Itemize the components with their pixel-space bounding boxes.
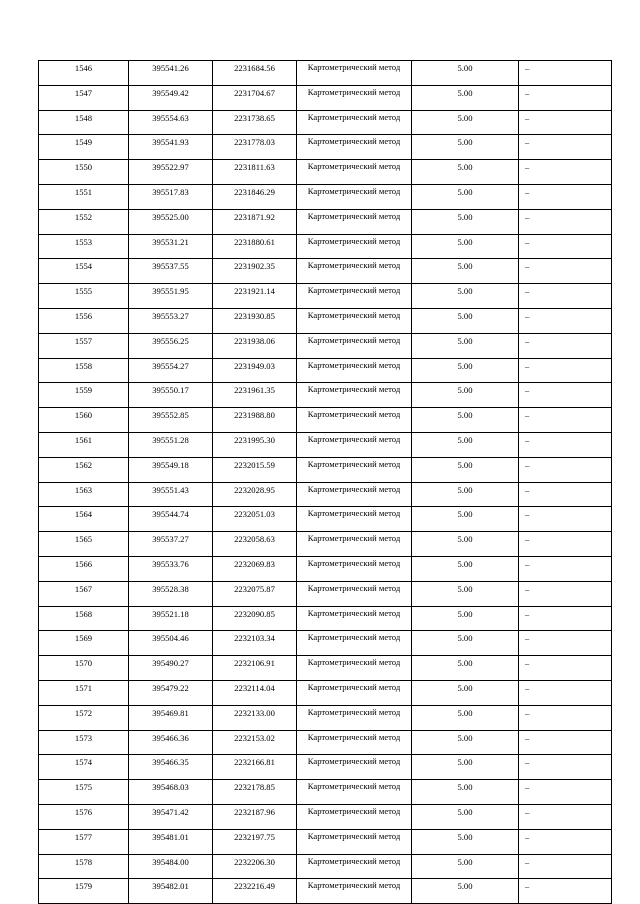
method-cell: Картометрический метод — [297, 482, 412, 507]
note-cell: – — [519, 457, 612, 482]
accuracy-cell: 5.00 — [412, 854, 519, 879]
y-coordinate-cell: 2231902.35 — [213, 259, 297, 284]
note-cell: – — [519, 755, 612, 780]
note-cell: – — [519, 482, 612, 507]
y-coordinate-cell: 2232166.81 — [213, 755, 297, 780]
accuracy-cell: 5.00 — [412, 829, 519, 854]
point-number-cell: 1567 — [39, 581, 129, 606]
accuracy-cell: 5.00 — [412, 730, 519, 755]
accuracy-cell: 5.00 — [412, 408, 519, 433]
y-coordinate-cell: 2232075.87 — [213, 581, 297, 606]
method-cell: Картометрический метод — [297, 383, 412, 408]
note-cell: – — [519, 110, 612, 135]
x-coordinate-cell: 395466.35 — [129, 755, 213, 780]
y-coordinate-cell: 2232114.04 — [213, 680, 297, 705]
method-cell: Картометрический метод — [297, 135, 412, 160]
note-cell: – — [519, 507, 612, 532]
y-coordinate-cell: 2232106.91 — [213, 656, 297, 681]
y-coordinate-cell: 2232051.03 — [213, 507, 297, 532]
note-cell: – — [519, 879, 612, 904]
x-coordinate-cell: 395504.46 — [129, 631, 213, 656]
point-number-cell: 1549 — [39, 135, 129, 160]
y-coordinate-cell: 2231880.61 — [213, 234, 297, 259]
table-row — [39, 680, 612, 705]
accuracy-cell: 5.00 — [412, 358, 519, 383]
x-coordinate-cell: 395521.18 — [129, 606, 213, 631]
x-coordinate-cell: 395554.27 — [129, 358, 213, 383]
note-cell: – — [519, 854, 612, 879]
x-coordinate-cell: 395551.95 — [129, 284, 213, 309]
x-coordinate-cell: 395525.00 — [129, 209, 213, 234]
y-coordinate-cell: 2232133.00 — [213, 705, 297, 730]
x-coordinate-cell: 395541.93 — [129, 135, 213, 160]
x-coordinate-cell: 395531.21 — [129, 234, 213, 259]
note-cell: – — [519, 234, 612, 259]
accuracy-cell: 5.00 — [412, 110, 519, 135]
method-cell: Картометрический метод — [297, 829, 412, 854]
method-cell: Картометрический метод — [297, 408, 412, 433]
method-cell: Картометрический метод — [297, 259, 412, 284]
y-coordinate-cell: 2231684.56 — [213, 61, 297, 86]
y-coordinate-cell: 2231778.03 — [213, 135, 297, 160]
x-coordinate-cell: 395549.42 — [129, 85, 213, 110]
table-row — [39, 383, 612, 408]
x-coordinate-cell: 395537.27 — [129, 532, 213, 557]
table-row — [39, 85, 612, 110]
note-cell: – — [519, 705, 612, 730]
note-cell: – — [519, 656, 612, 681]
x-coordinate-cell: 395533.76 — [129, 556, 213, 581]
method-cell: Картометрический метод — [297, 457, 412, 482]
table-row — [39, 482, 612, 507]
x-coordinate-cell: 395551.28 — [129, 432, 213, 457]
method-cell: Картометрический метод — [297, 160, 412, 185]
accuracy-cell: 5.00 — [412, 61, 519, 86]
x-coordinate-cell: 395490.27 — [129, 656, 213, 681]
x-coordinate-cell: 395554.63 — [129, 110, 213, 135]
method-cell: Картометрический метод — [297, 432, 412, 457]
method-cell: Картометрический метод — [297, 234, 412, 259]
y-coordinate-cell: 2231961.35 — [213, 383, 297, 408]
note-cell: – — [519, 804, 612, 829]
table-row — [39, 160, 612, 185]
table-row — [39, 333, 612, 358]
accuracy-cell: 5.00 — [412, 507, 519, 532]
table-row — [39, 358, 612, 383]
point-number-cell: 1560 — [39, 408, 129, 433]
y-coordinate-cell: 2231930.85 — [213, 308, 297, 333]
y-coordinate-cell: 2232153.02 — [213, 730, 297, 755]
method-cell: Картометрический метод — [297, 730, 412, 755]
accuracy-cell: 5.00 — [412, 656, 519, 681]
x-coordinate-cell: 395541.26 — [129, 61, 213, 86]
point-number-cell: 1550 — [39, 160, 129, 185]
table-row — [39, 532, 612, 557]
accuracy-cell: 5.00 — [412, 581, 519, 606]
accuracy-cell: 5.00 — [412, 482, 519, 507]
x-coordinate-cell: 395553.27 — [129, 308, 213, 333]
table-row — [39, 110, 612, 135]
x-coordinate-cell: 395549.18 — [129, 457, 213, 482]
method-cell: Картометрический метод — [297, 879, 412, 904]
note-cell: – — [519, 432, 612, 457]
x-coordinate-cell: 395522.97 — [129, 160, 213, 185]
method-cell: Картометрический метод — [297, 804, 412, 829]
point-number-cell: 1556 — [39, 308, 129, 333]
method-cell: Картометрический метод — [297, 61, 412, 86]
x-coordinate-cell: 395528.38 — [129, 581, 213, 606]
point-number-cell: 1565 — [39, 532, 129, 557]
table-row — [39, 234, 612, 259]
note-cell: – — [519, 829, 612, 854]
point-number-cell: 1551 — [39, 184, 129, 209]
x-coordinate-cell: 395552.85 — [129, 408, 213, 433]
point-number-cell: 1552 — [39, 209, 129, 234]
y-coordinate-cell: 2232090.85 — [213, 606, 297, 631]
y-coordinate-cell: 2231846.29 — [213, 184, 297, 209]
accuracy-cell: 5.00 — [412, 705, 519, 730]
method-cell: Картометрический метод — [297, 631, 412, 656]
y-coordinate-cell: 2231938.06 — [213, 333, 297, 358]
method-cell: Картометрический метод — [297, 209, 412, 234]
x-coordinate-cell: 395469.81 — [129, 705, 213, 730]
note-cell: – — [519, 730, 612, 755]
table-row — [39, 507, 612, 532]
note-cell: – — [519, 680, 612, 705]
method-cell: Картометрический метод — [297, 556, 412, 581]
method-cell: Картометрический метод — [297, 581, 412, 606]
point-number-cell: 1553 — [39, 234, 129, 259]
point-number-cell: 1570 — [39, 656, 129, 681]
accuracy-cell: 5.00 — [412, 160, 519, 185]
table-row — [39, 631, 612, 656]
coordinates-table — [38, 60, 612, 904]
table-row — [39, 656, 612, 681]
table-row — [39, 259, 612, 284]
table-row — [39, 556, 612, 581]
note-cell: – — [519, 184, 612, 209]
y-coordinate-cell: 2232187.96 — [213, 804, 297, 829]
y-coordinate-cell: 2231704.67 — [213, 85, 297, 110]
point-number-cell: 1547 — [39, 85, 129, 110]
table-row — [39, 308, 612, 333]
accuracy-cell: 5.00 — [412, 234, 519, 259]
table-row — [39, 457, 612, 482]
accuracy-cell: 5.00 — [412, 631, 519, 656]
x-coordinate-cell: 395482.01 — [129, 879, 213, 904]
point-number-cell: 1577 — [39, 829, 129, 854]
method-cell: Картометрический метод — [297, 184, 412, 209]
note-cell: – — [519, 358, 612, 383]
x-coordinate-cell: 395471.42 — [129, 804, 213, 829]
table-row — [39, 879, 612, 904]
x-coordinate-cell: 395550.17 — [129, 383, 213, 408]
point-number-cell: 1557 — [39, 333, 129, 358]
table-row — [39, 184, 612, 209]
y-coordinate-cell: 2232028.95 — [213, 482, 297, 507]
accuracy-cell: 5.00 — [412, 532, 519, 557]
y-coordinate-cell: 2231871.92 — [213, 209, 297, 234]
y-coordinate-cell: 2232069.83 — [213, 556, 297, 581]
accuracy-cell: 5.00 — [412, 209, 519, 234]
note-cell: – — [519, 581, 612, 606]
point-number-cell: 1576 — [39, 804, 129, 829]
point-number-cell: 1578 — [39, 854, 129, 879]
point-number-cell: 1559 — [39, 383, 129, 408]
note-cell: – — [519, 631, 612, 656]
note-cell: – — [519, 606, 612, 631]
x-coordinate-cell: 395468.03 — [129, 780, 213, 805]
method-cell: Картометрический метод — [297, 284, 412, 309]
x-coordinate-cell: 395484.00 — [129, 854, 213, 879]
point-number-cell: 1558 — [39, 358, 129, 383]
method-cell: Картометрический метод — [297, 110, 412, 135]
y-coordinate-cell: 2231995.30 — [213, 432, 297, 457]
accuracy-cell: 5.00 — [412, 383, 519, 408]
table-row — [39, 854, 612, 879]
x-coordinate-cell: 395517.83 — [129, 184, 213, 209]
y-coordinate-cell: 2232206.30 — [213, 854, 297, 879]
accuracy-cell: 5.00 — [412, 556, 519, 581]
y-coordinate-cell: 2232015.59 — [213, 457, 297, 482]
y-coordinate-cell: 2231738.65 — [213, 110, 297, 135]
y-coordinate-cell: 2232103.34 — [213, 631, 297, 656]
point-number-cell: 1574 — [39, 755, 129, 780]
note-cell: – — [519, 308, 612, 333]
accuracy-cell: 5.00 — [412, 284, 519, 309]
accuracy-cell: 5.00 — [412, 85, 519, 110]
point-number-cell: 1568 — [39, 606, 129, 631]
x-coordinate-cell: 395479.22 — [129, 680, 213, 705]
y-coordinate-cell: 2231949.03 — [213, 358, 297, 383]
method-cell: Картометрический метод — [297, 680, 412, 705]
y-coordinate-cell: 2232178.85 — [213, 780, 297, 805]
y-coordinate-cell: 2231811.63 — [213, 160, 297, 185]
note-cell: – — [519, 259, 612, 284]
method-cell: Картометрический метод — [297, 507, 412, 532]
method-cell: Картометрический метод — [297, 606, 412, 631]
y-coordinate-cell: 2232216.49 — [213, 879, 297, 904]
accuracy-cell: 5.00 — [412, 606, 519, 631]
note-cell: – — [519, 160, 612, 185]
point-number-cell: 1561 — [39, 432, 129, 457]
accuracy-cell: 5.00 — [412, 432, 519, 457]
accuracy-cell: 5.00 — [412, 879, 519, 904]
accuracy-cell: 5.00 — [412, 755, 519, 780]
x-coordinate-cell: 395556.25 — [129, 333, 213, 358]
method-cell: Картометрический метод — [297, 854, 412, 879]
x-coordinate-cell: 395544.74 — [129, 507, 213, 532]
method-cell: Картометрический метод — [297, 333, 412, 358]
table-row — [39, 730, 612, 755]
table-row — [39, 408, 612, 433]
table-row — [39, 705, 612, 730]
table-row — [39, 829, 612, 854]
accuracy-cell: 5.00 — [412, 184, 519, 209]
point-number-cell: 1562 — [39, 457, 129, 482]
point-number-cell: 1546 — [39, 61, 129, 86]
accuracy-cell: 5.00 — [412, 680, 519, 705]
method-cell: Картометрический метод — [297, 85, 412, 110]
table-row — [39, 284, 612, 309]
table-row — [39, 804, 612, 829]
y-coordinate-cell: 2231921.14 — [213, 284, 297, 309]
table-row — [39, 606, 612, 631]
accuracy-cell: 5.00 — [412, 333, 519, 358]
point-number-cell: 1575 — [39, 780, 129, 805]
table-row — [39, 432, 612, 457]
method-cell: Картометрический метод — [297, 308, 412, 333]
point-number-cell: 1571 — [39, 680, 129, 705]
point-number-cell: 1548 — [39, 110, 129, 135]
point-number-cell: 1564 — [39, 507, 129, 532]
accuracy-cell: 5.00 — [412, 457, 519, 482]
table-row — [39, 755, 612, 780]
note-cell: – — [519, 408, 612, 433]
method-cell: Картометрический метод — [297, 532, 412, 557]
accuracy-cell: 5.00 — [412, 259, 519, 284]
y-coordinate-cell: 2232058.63 — [213, 532, 297, 557]
x-coordinate-cell: 395537.55 — [129, 259, 213, 284]
point-number-cell: 1579 — [39, 879, 129, 904]
note-cell: – — [519, 556, 612, 581]
x-coordinate-cell: 395481.01 — [129, 829, 213, 854]
point-number-cell: 1573 — [39, 730, 129, 755]
table-row — [39, 61, 612, 86]
note-cell: – — [519, 209, 612, 234]
table-row — [39, 581, 612, 606]
x-coordinate-cell: 395466.36 — [129, 730, 213, 755]
table-row — [39, 209, 612, 234]
table-row — [39, 135, 612, 160]
point-number-cell: 1555 — [39, 284, 129, 309]
point-number-cell: 1569 — [39, 631, 129, 656]
note-cell: – — [519, 284, 612, 309]
point-number-cell: 1566 — [39, 556, 129, 581]
y-coordinate-cell: 2232197.75 — [213, 829, 297, 854]
y-coordinate-cell: 2231988.80 — [213, 408, 297, 433]
note-cell: – — [519, 532, 612, 557]
method-cell: Картометрический метод — [297, 780, 412, 805]
note-cell: – — [519, 135, 612, 160]
note-cell: – — [519, 780, 612, 805]
accuracy-cell: 5.00 — [412, 308, 519, 333]
note-cell: – — [519, 61, 612, 86]
method-cell: Картометрический метод — [297, 358, 412, 383]
point-number-cell: 1554 — [39, 259, 129, 284]
table-row — [39, 780, 612, 805]
accuracy-cell: 5.00 — [412, 780, 519, 805]
note-cell: – — [519, 85, 612, 110]
point-number-cell: 1572 — [39, 705, 129, 730]
method-cell: Картометрический метод — [297, 656, 412, 681]
x-coordinate-cell: 395551.43 — [129, 482, 213, 507]
table-body — [39, 61, 612, 904]
method-cell: Картометрический метод — [297, 755, 412, 780]
note-cell: – — [519, 383, 612, 408]
method-cell: Картометрический метод — [297, 705, 412, 730]
point-number-cell: 1563 — [39, 482, 129, 507]
accuracy-cell: 5.00 — [412, 804, 519, 829]
note-cell: – — [519, 333, 612, 358]
accuracy-cell: 5.00 — [412, 135, 519, 160]
